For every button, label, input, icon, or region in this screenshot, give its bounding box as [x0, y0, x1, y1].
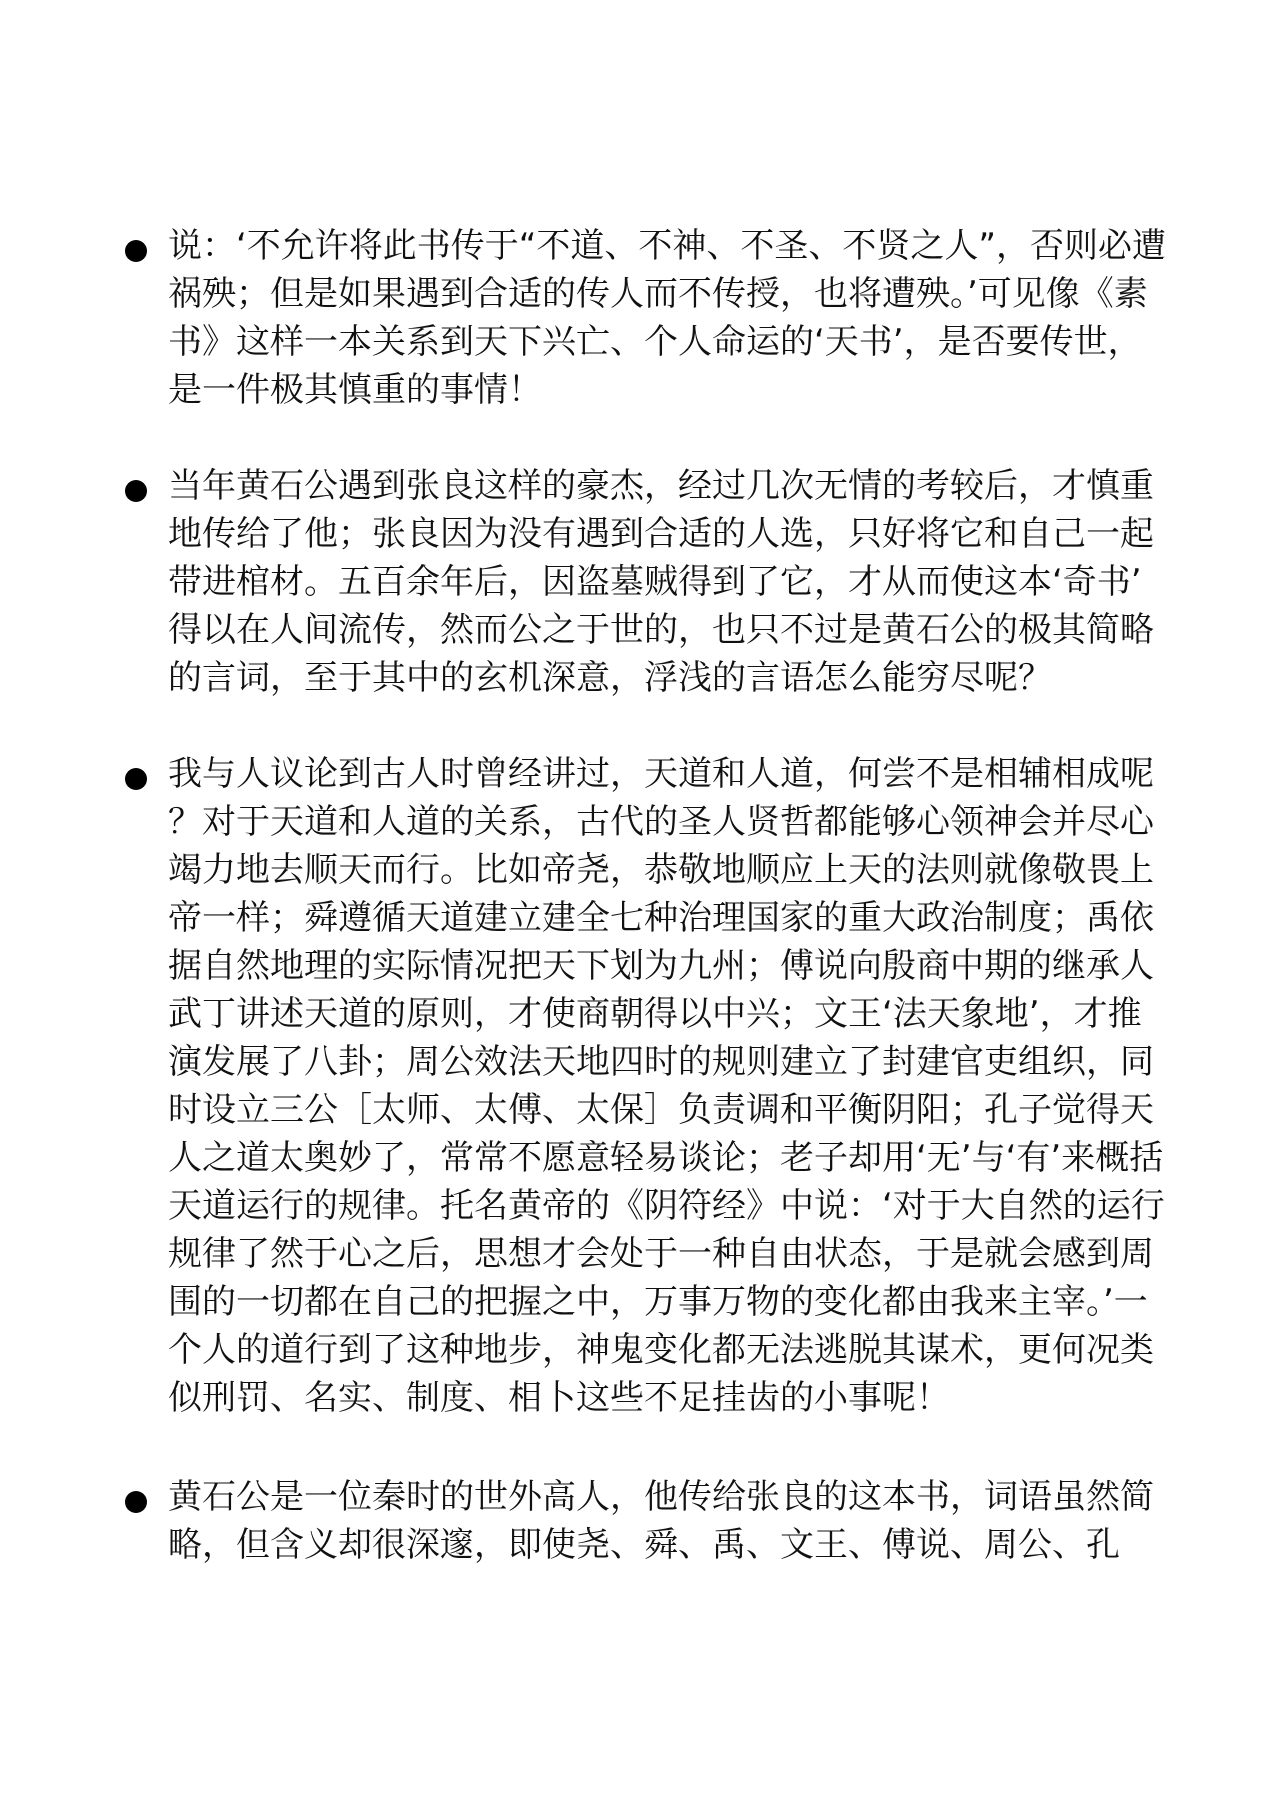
- bullet-dot-icon: [125, 480, 147, 502]
- bullet-dot-icon: [125, 240, 147, 262]
- paragraph-text: 黄石公是一位秦时的世外高人，他传给张良的这本书，词语虽然简 略，但含义却很深邃，即使尧、舜、禹、文王、傅说、周公、孔: [168, 1477, 1154, 1565]
- paragraph-text: 我与人议论到古人时曾经讲过，天道和人道，何尝不是相辅相成呢 ？对于天道和人道的关系，古代的圣人贤哲都能够心领神会并尽心 竭力地去顺天而行。比如帝尧，恭敬地顺应上天的法则就像敬畏上 帝一样；舜遵循天道建立建全七种治理国家的重大政治制度；禹依 据自然地理的实际情况把天下划为九州；傅说向殷商中期的继承人 武丁讲述天道的原则，才使商朝得以中兴；文王‘法天象地’，才推 演发展了八卦；周公效法天地四时的规则建立了封建官吏组织，同 时设立三公［太师、太傅、太保］负责调和平衡阴阳；孔子觉得天 人之道太奥妙了，常常不愿意轻易谈论；老子却用‘无’与‘有’来概括 天道运行的规律。托名黄帝的《阴符经》中说：‘对于大自然的运行 规律了然于心之后，思想才会处于一种自由状态，于是就会感到周 围的一切都在自己的把握之中，万事万物的变化都由我来主宰。’一 个人的道行到了这种地步，神鬼变化都无法逃脱其谋术，更何况类 似刑罚、名实、制度、相卜这些不足挂齿的小事呢！: [168, 754, 1165, 1418]
- bullet-dot-icon: [125, 1491, 147, 1513]
- bullet-item: [125, 462, 1185, 702]
- paragraph-text: 说：‘不允许将此书传于“不道、不神、不圣、不贤之人”，否则必遭 祸殃；但是如果遇到合适的传人而不传授，也将遭殃。’可见像《素 书》这样一本关系到天下兴亡、个人命运的‘天书’，是否要传世， 是一件极其慎重的事情！: [168, 226, 1167, 410]
- paragraph-text: 当年黄石公遇到张良这样的豪杰，经过几次无情的考较后，才慎重 地传给了他；张良因为没有遇到合适的人选，只好将它和自己一起 带进棺材。五百余年后，因盗墓贼得到了它，才从而使这本‘奇书’ 得以在人间流传，然而公之于世的，也只不过是黄石公的极其简略 的言词，至于其中的玄机深意，浮浅的言语怎么能穷尽呢？: [168, 466, 1154, 698]
- bullet-item: [125, 1473, 1185, 1569]
- bullet-item: [125, 750, 1185, 1422]
- bullet-dot-icon: [125, 768, 147, 790]
- bullet-item: [125, 222, 1185, 414]
